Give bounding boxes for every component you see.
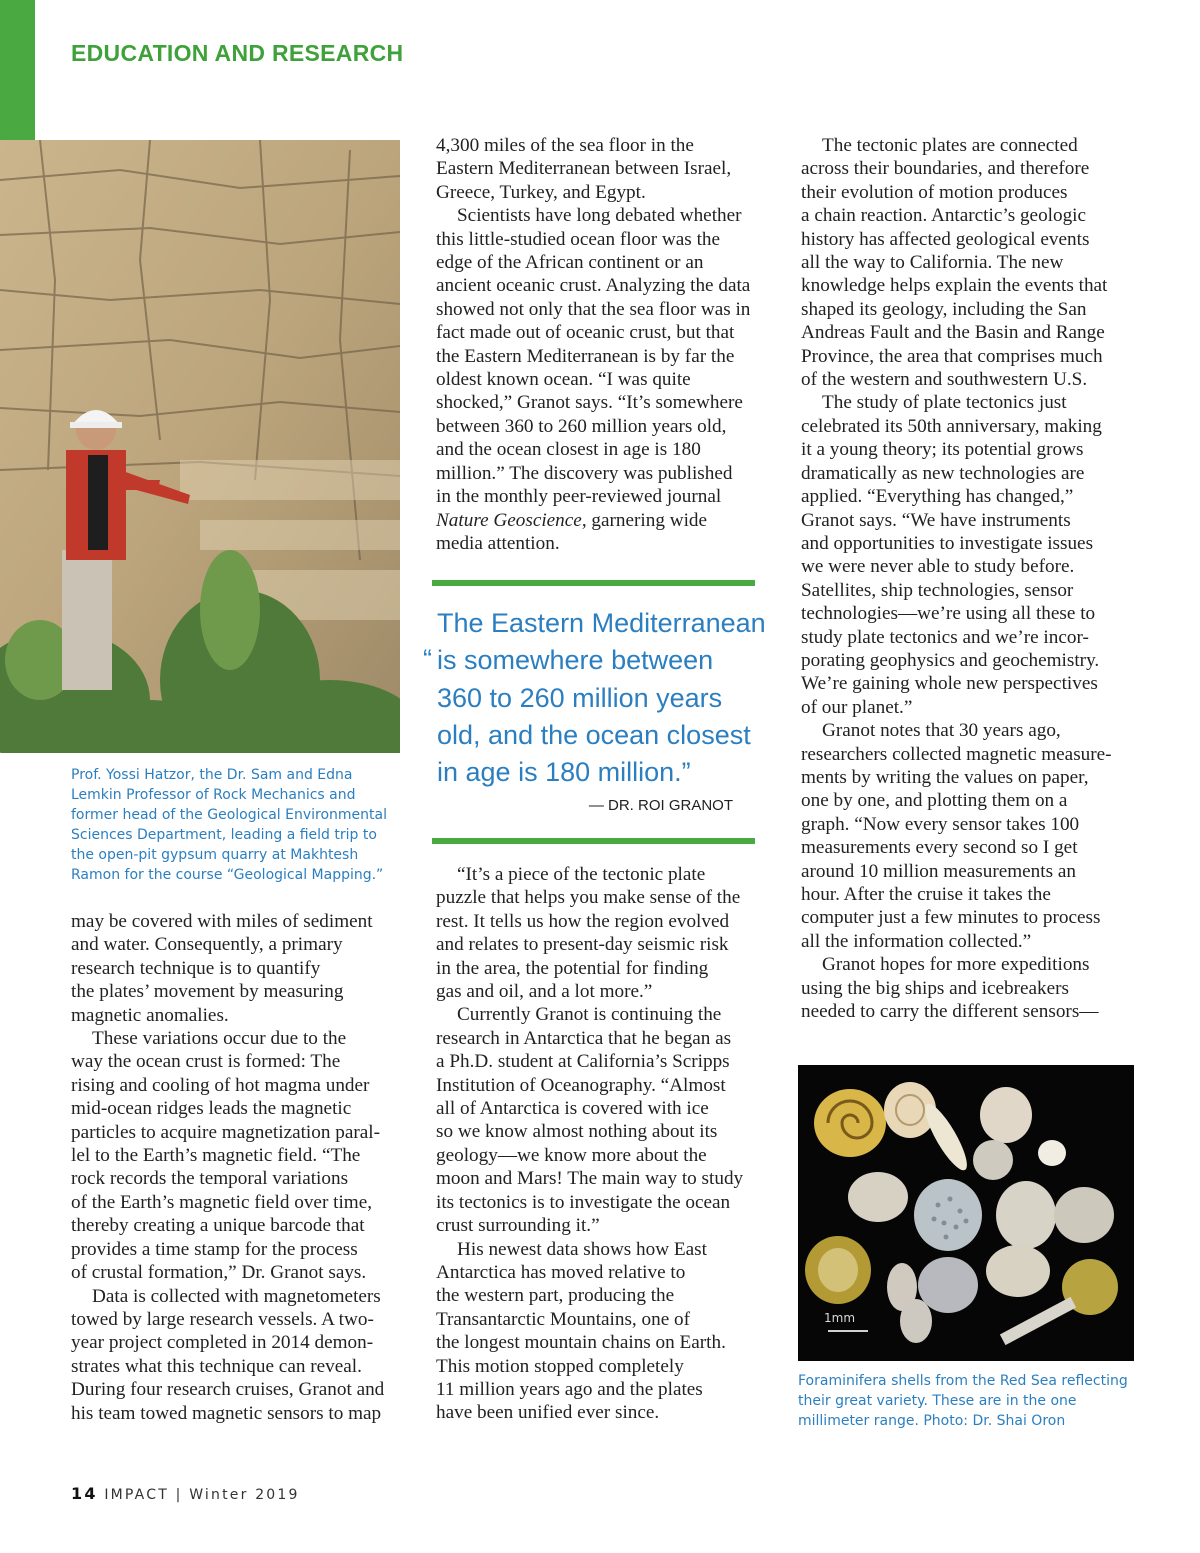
folio-separator: | [175,1487,183,1503]
text-line: one by one, and plotting them on a [801,790,1068,812]
foraminifera-photo [798,1065,1134,1361]
pull-quote [423,605,767,791]
text-line: and relates to present-day seismic risk [436,934,729,956]
text-line: oldest known ocean. “I was quite [436,369,691,391]
text-line: shocked,” Granot says. “It’s somewhere [436,392,743,414]
text-line: provides a time stamp for the process [71,1238,358,1260]
text-line: million.” The discovery was published [436,462,733,484]
text-line: showed not only that the sea floor was in [436,298,751,320]
text-line: way the ocean crust is formed: The [71,1051,341,1073]
text-line: dramatically as new technologies are [801,462,1085,484]
text-line: of the Earth’s magnetic field over time, [71,1191,373,1213]
pull-quote-line: 360 to 260 million years [437,682,723,713]
text-line: between 360 to 260 million years old, [436,415,727,437]
text-line: moon and Mars! The main way to study [436,1168,744,1190]
text-line: 4,300 miles of the sea floor in the [436,135,694,156]
text-line: Antarctica has moved relative to [436,1261,686,1283]
text-line: shaped its geology, including the San [801,298,1087,320]
text-line: needed to carry the different sensors— [801,1001,1099,1023]
pull-quote-line: old, and the ocean closest [437,719,751,750]
text-line: the western part, producing the [436,1285,675,1307]
text-line: Granot notes that 30 years ago, [822,720,1061,742]
text-line: Transantarctic Mountains, one of [436,1308,691,1330]
text-line: gas and oil, and a lot more.” [436,981,653,1003]
text-line: of the western and southwestern U.S. [801,369,1088,391]
text-line: The tectonic plates are connected [822,135,1078,156]
text-line: computer just a few minutes to process [801,907,1101,929]
text-line: Satellites, ship technologies, sensor [801,579,1074,601]
text-line: geology—we know more about the [436,1144,707,1166]
text-line: towed by large research vessels. A two- [71,1308,374,1330]
text-line: Eastern Mediterranean between Israel, [436,158,732,180]
text-line: all the way to California. The new [801,252,1064,274]
text-line: ancient oceanic crust. Analyzing the data [436,275,751,297]
text-line: media attention. [436,532,560,554]
issue-date: Winter 2019 [189,1487,300,1503]
foraminifera-photo-caption: Foraminifera shells from the Red Sea reflecting their great variety. These are in the one millimeter range. Photo: Dr. Shai Oron [798,1373,1128,1429]
text-line: we were never able to study before. [801,556,1075,578]
page-folio [71,1484,300,1503]
quarry-photo-caption: Prof. Yossi Hatzor, the Dr. Sam and Edna Lemkin Professor of Rock Mechanics and former head of the Geological Environmental Sciences Department, leading a field trip to the open-pit gypsum quarry at Makhtesh Ramon for the course “Geological Mapping.” [71,767,387,883]
text-line: in the area, the potential for finding [436,957,709,979]
text-line: their evolution of motion produces [801,181,1068,203]
text-line: study plate tectonics and we’re incor- [801,626,1089,648]
text-line: of crustal formation,” Dr. Granot says. [71,1262,367,1284]
text-line: his team towed magnetic sensors to map [71,1402,382,1424]
publication-name: IMPACT [104,1487,169,1503]
text-line: and opportunities to investigate issues [801,532,1094,554]
journal-name: Nature Geoscience [436,509,582,531]
scale-bar-label: 1mm [824,1311,856,1325]
text-line: history has affected geological events [801,228,1090,250]
pull-quote-attribution: — DR. ROI GRANOT [588,797,733,814]
text-line: These variations occur due to the [92,1028,347,1050]
text-line: hour. After the cruise it takes the [801,884,1051,905]
text-line: it a young theory; its potential grows [801,439,1084,461]
text-line: the Eastern Mediterranean is by far the [436,345,735,367]
pull-quote-line: is somewhere between [437,645,714,676]
text-line: in the monthly peer-reviewed journal [436,486,722,508]
text-line: Data is collected with magnetometers [92,1285,381,1307]
text-line: research technique is to quantify [71,957,321,979]
text-line: The study of plate tectonics just [822,392,1067,414]
text-line: researchers collected magnetic measure- [801,743,1112,765]
text-line: may be covered with miles of sediment [71,911,373,932]
text-line: and water. Consequently, a primary [71,934,343,956]
text-line: the plates’ movement by measuring [71,981,344,1003]
text-line: using the big ships and icebreakers [801,977,1070,999]
text-line: Scientists have long debated whether [457,205,742,227]
journal-trailing-text: , garnering wide [581,509,708,531]
text-line: a Ph.D. student at California’s Scripps [436,1051,730,1073]
text-line: magnetic anomalies. [71,1004,229,1026]
text-line: His newest data shows how East [457,1238,707,1260]
section-title: EDUCATION AND RESEARCH [71,40,404,66]
text-line: celebrated its 50th anniversary, making [801,415,1102,437]
text-line: graph. “Now every sensor takes 100 [801,813,1080,835]
text-line: and the ocean closest in age is 180 [436,439,701,461]
text-line: Granot says. “We have instruments [801,509,1071,531]
text-line: fact made out of oceanic crust, but that [436,322,735,344]
text-line: its tectonics is to investigate the ocean [436,1191,731,1213]
article-column-right [801,134,1146,1023]
text-line [436,509,776,532]
text-line: Institution of Oceanography. “Almost [436,1074,726,1096]
article-column-middle-top [436,134,776,555]
text-line: around 10 million measurements an [801,860,1076,882]
open-quote-mark: “ [423,644,432,674]
text-line: have been unified ever since. [436,1402,660,1424]
text-line: rest. It tells us how the region evolved [436,910,730,932]
text-line: puzzle that helps you make sense of the [436,887,741,909]
text-line: crust surrounding it.” [436,1215,600,1237]
text-line: Greece, Turkey, and Egypt. [436,181,646,203]
text-line: all of Antarctica is covered with ice [436,1098,709,1120]
pull-quote-line: in age is 180 million.” [437,757,691,788]
text-line: a chain reaction. Antarctic’s geologic [801,205,1087,227]
text-line: lel to the Earth’s magnetic field. “The [71,1145,361,1167]
text-line: measurements every second so I get [801,837,1078,859]
page-number: 14 [71,1484,98,1503]
text-line: mid-ocean ridges leads the magnetic [71,1098,352,1120]
article-column-left [71,910,411,1425]
text-line: of our planet.” [801,696,913,718]
text-line: 11 million years ago and the plates [436,1378,703,1400]
text-line: ments by writing the values on paper, [801,766,1089,788]
text-line: We’re gaining whole new perspectives [801,673,1098,695]
text-line: This motion stopped completely [436,1355,684,1377]
pull-quote-top-rule [432,580,755,586]
text-line: Currently Granot is continuing the [457,1004,722,1026]
text-line: particles to acquire magnetization paral- [71,1121,380,1143]
section-accent-bar [0,0,35,140]
text-line: Province, the area that comprises much [801,345,1103,367]
text-line: technologies—we’re using all these to [801,603,1096,625]
text-line: During four research cruises, Granot and [71,1379,385,1401]
text-line: edge of the African continent or an [436,252,704,274]
text-line: knowledge helps explain the events that [801,275,1108,297]
quarry-field-trip-photo [0,140,400,753]
text-line: the longest mountain chains on Earth. [436,1332,726,1354]
article-column-middle-bottom [436,863,776,1425]
text-line: this little-studied ocean floor was the [436,228,721,250]
text-line: year project completed in 2014 demon- [71,1332,374,1354]
text-line: rising and cooling of hot magma under [71,1074,370,1096]
text-line: all the information collected.” [801,930,1032,952]
text-line: research in Antarctica that he began as [436,1027,732,1049]
pull-quote-bottom-rule [432,838,755,844]
text-line: Andreas Fault and the Basin and Range [801,322,1105,344]
text-line: thereby creating a unique barcode that [71,1215,365,1237]
text-line: across their boundaries, and therefore [801,158,1090,180]
text-line: Granot hopes for more expeditions [822,954,1090,976]
text-line: strates what this technique can reveal. [71,1355,362,1377]
text-line: applied. “Everything has changed,” [801,486,1074,508]
text-line: “It’s a piece of the tectonic plate [457,864,706,885]
text-line: rock records the temporal variations [71,1168,349,1190]
text-line: porating geophysics and geochemistry. [801,649,1100,671]
text-line: so we know almost nothing about its [436,1121,718,1143]
pull-quote-line: The Eastern Mediterranean [437,608,766,638]
